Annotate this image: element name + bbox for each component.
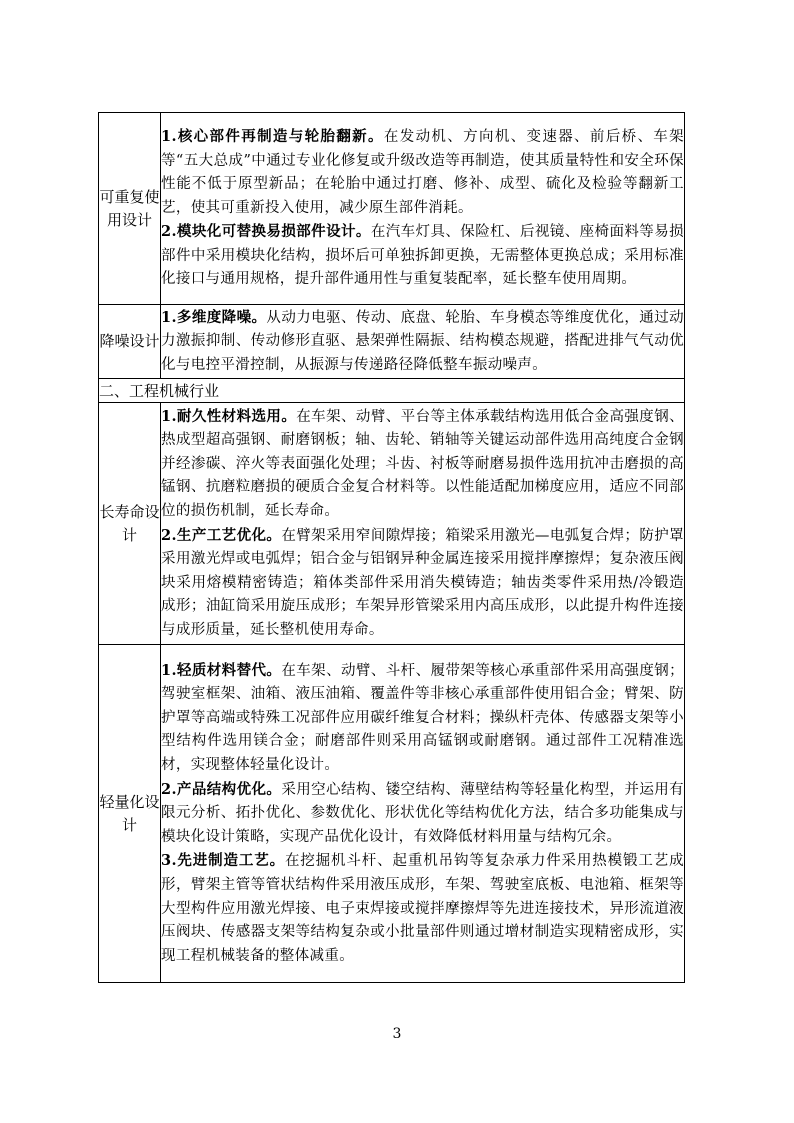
item-heading: 2.生产工艺优化。: [161, 526, 282, 544]
list-item: [161, 405, 684, 524]
item-heading: 1.核心部件再制造与轮胎翻新。: [161, 127, 384, 145]
table-row-noise: [99, 305, 685, 379]
row-label-lightweight: [99, 645, 161, 983]
item-body: 在汽车灯具、保险杠、后视镜、座椅面料等易损部件中采用模块化结构，损坏后可单独拆卸更换，无需整体更换总成；采用标准化接口与通用规格，提升部件通用性与重复装配率，延长整车使用周期。: [161, 224, 684, 288]
item-heading: 1.轻质材料替代。: [161, 661, 282, 679]
item-heading: 2.产品结构优化。: [161, 780, 282, 798]
item-body: 在车架、动臂、平台等主体承载结构选用低合金高强度钢、热成型超高强钢、耐磨钢板；轴、齿轮、销轴等关键运动部件选用高纯度合金钢并经渗碳、淬火等表面强化处理；斗齿、衬板等耐磨易损件选用抗冲击磨损的高锰钢、抗磨粒磨损的硬质合金复合材料等。以性能适配加梯度应用，适应不同部位的损伤机制，延长寿命。: [161, 408, 684, 519]
row-label-long-life: [99, 403, 161, 645]
item-heading: 2.模块化可替换易损部件设计。: [161, 223, 371, 241]
list-item: [161, 659, 684, 778]
row-content-noise: [161, 305, 685, 379]
list-item: [161, 220, 684, 292]
item-body: 在车架、动臂、斗杆、履带架等核心承重部件采用高强度钢；驾驶室框架、油箱、液压油箱、覆盖件等非核心承重部件使用铝合金；臂架、防护罩等高端或特殊工况部件应用碳纤维复合材料；操纵杆壳体、传感器支架等小型结构件选用镁合金；耐磨部件则采用高锰钢或耐磨钢。通过部件工况精准选材，实现整体轻量化设计。: [161, 662, 684, 774]
page-number: 3: [392, 1026, 402, 1042]
list-item: [161, 849, 684, 968]
item-heading: 1.多维度降噪。: [161, 308, 267, 326]
row-content-repeat-use: [161, 113, 685, 305]
item-heading: 1.耐久性材料选用。: [161, 407, 297, 425]
list-item: [161, 125, 684, 220]
list-item: [161, 524, 684, 643]
row-label-noise: [99, 305, 161, 379]
table-row-repeat-use: [99, 113, 685, 305]
item-heading: 3.先进制造工艺。: [161, 852, 285, 870]
row-label-text: 轻量化设计: [99, 792, 160, 834]
row-label-text: 可重复使用设计: [99, 187, 160, 229]
item-body: 从动力电驱、传动、底盘、轮胎、车身模态等维度优化，通过动力激振抑制、传动修形直驱、悬架弹性隔振、结构模态规避，搭配进排气气动优化与电控平滑控制，从振源与传递路径降低整车振动噪声。: [161, 309, 684, 373]
row-content-long-life: [161, 403, 685, 645]
list-item: [161, 306, 684, 378]
item-body: 在挖掘机斗杆、起重机吊钩等复杂承力件采用热模锻工艺成形，臂架主管等管状结构件采用液压成形，车架、驾驶室底板、电池箱、框架等大型构件应用激光焊接、电子束焊接或搅拌摩擦焊等先进连接技术，异形流道液压阀块、传感器支架等结构复杂或小批量部件则通过增材制造实现精密成形，实现工程机械装备的整体减重。: [161, 853, 684, 964]
table-row-section-header: [99, 379, 685, 403]
list-item: [161, 778, 684, 850]
item-body: 采用空心结构、镂空结构、薄壁结构等轻量化构型，并运用有限元分析、拓扑优化、参数优化、形状优化等结构优化方法，结合多功能集成与模块化设计策略，实现产品优化设计，有效降低材料用量与结构冗余。: [161, 781, 684, 845]
row-content-lightweight: [161, 645, 685, 983]
section-title: 二、工程机械行业: [99, 379, 685, 403]
table-row-long-life: [99, 403, 685, 645]
row-label-repeat-use: [99, 113, 161, 305]
row-label-text: 降噪设计: [99, 332, 160, 350]
item-body: 在臂架采用窄间隙焊接；箱梁采用激光—电弧复合焊；防护罩采用激光焊或电弧焊；铝合金与铝钢异种金属连接采用搅拌摩擦焊；复杂液压阀块采用熔模精密铸造；箱体类部件采用消失模铸造；轴齿类零件采用热/冷锻造成形；油缸筒采用旋压成形；车架异形管梁采用内高压成形，以此提升构件连接与成形质量，延长整机使用寿命。: [161, 527, 684, 638]
item-body: 在发动机、方向机、变速器、前后桥、车架等“五大总成”中通过专业化修复或升级改造等再制造，使其质量特性和安全环保性能不低于原型新品；在轮胎中通过打磨、修补、成型、硫化及检验等翻新工艺，使其可重新投入使用，减少原生部件消耗。: [161, 128, 684, 216]
row-label-text: 长寿命设计: [99, 502, 160, 544]
requirements-table: [98, 112, 685, 983]
table-row-lightweight: [99, 645, 685, 983]
